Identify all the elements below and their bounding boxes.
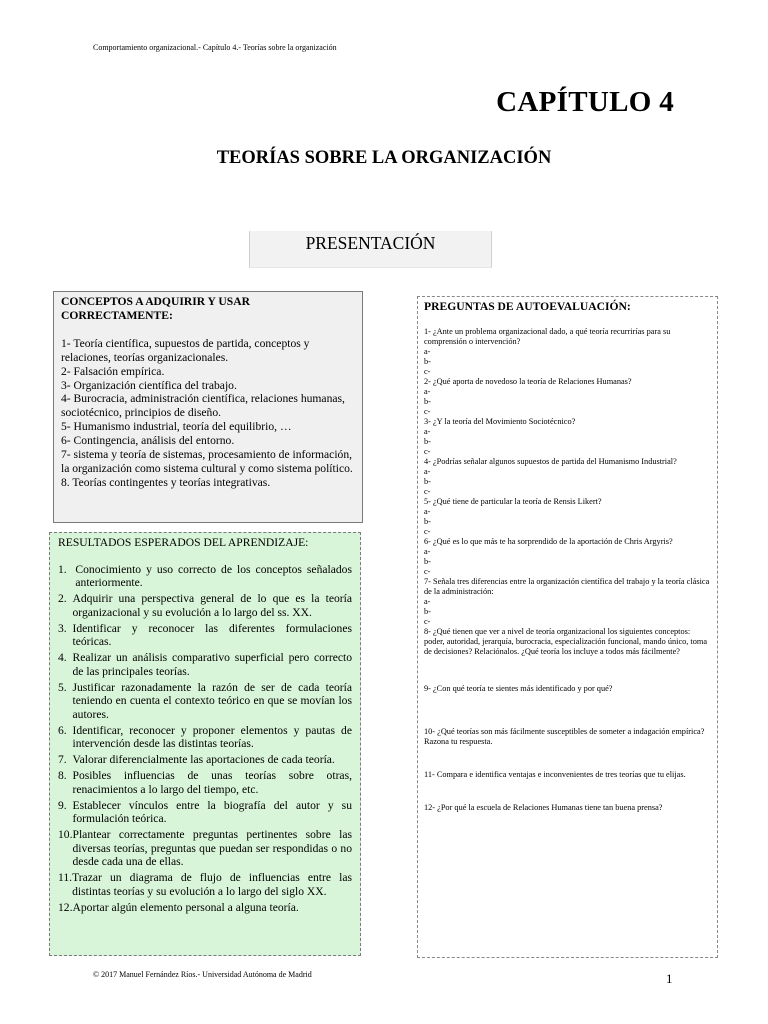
conceptos-title: CONCEPTOS A ADQUIRIR Y USAR CORRECTAMENTE: [61,295,250,322]
resultado-text: Plantear correctamente preguntas pertinentes sobre las diversas teorías, preguntas que puedan ser respondidas o no desde cada una de ellas. [72,828,352,868]
chapter-title: CAPÍTULO 4 [496,86,674,118]
running-header: Comportamiento organizacional.- Capítulo 4.- Teorías sobre la organización [93,43,337,52]
resultado-number: 5. [58,680,73,694]
page-number: 1 [666,971,673,986]
presentacion-heading: PRESENTACIÓN [305,233,436,253]
option-b: b- [424,437,431,446]
conceptos-box [53,291,363,523]
resultado-item [58,681,352,722]
option-c: c- [424,487,431,496]
resultado-number: 6. [58,723,73,737]
resultado-number: 9. [58,798,73,812]
footer-copyright: © 2017 Manuel Fernández Ríos.- Universidad Autónoma de Madrid [93,970,312,979]
resultado-text: Identificar y reconocer las diferentes formulaciones teóricas. [72,621,352,648]
option-b: b- [424,477,431,486]
resultado-item [58,622,352,649]
resultado-text: Adquirir una perspectiva general de lo que es la teoría organizacional y su evolución a lo largo del ss. XX. [72,592,352,619]
resultado-item [58,769,352,796]
presentacion-section-box [249,231,492,268]
preguntas-box [417,296,718,958]
option-c: c- [424,617,431,626]
question-12: 12- ¿Por qué la escuela de Relaciones Humanas tiene tan buena prensa? [424,803,663,812]
resultado-item [58,828,352,869]
concepto-item: 7- sistema y teoría de sistemas, procesamiento de información, la organización como sistema cultural y como sistema político. [61,448,353,475]
concepto-item: 1- Teoría científica, supuestos de partida, conceptos y relaciones, teorías organizacionales. [61,336,310,364]
resultados-box [49,532,361,956]
question-11: 11- Compara e identifica ventajas e inconvenientes de tres teorías que tu elijas. [424,770,686,779]
resultado-item [58,871,352,898]
resultado-number: 2. [58,592,73,605]
resultado-text: Posibles influencias de unas teorías sobre otras, renacimientos a lo largo del tiempo, etc. [72,769,352,796]
concepto-item: 2- Falsación empírica. [61,364,165,378]
resultado-number: 7. [58,753,73,766]
option-a: a- [424,547,431,556]
question-9: 9- ¿Con qué teoría te sientes más identificado y por qué? [424,684,613,693]
option-a: a- [424,467,431,476]
resultado-number: 10. [58,828,73,841]
resultado-item [58,563,352,590]
option-c: c- [424,447,431,456]
concepto-item: 6- Contingencia, análisis del entorno. [61,434,235,448]
option-a: a- [424,347,431,356]
question-2: 2- ¿Qué aporta de novedoso la teoría de Relaciones Humanas? [424,377,632,386]
concepto-item: 8. Teorías contingentes y teorías integrativas. [61,475,271,489]
resultado-number: 8. [58,769,73,782]
resultado-number: 3. [58,621,73,635]
resultados-title: RESULTADOS ESPERADOS DEL APRENDIZAJE: [58,536,309,549]
resultado-text: Establecer vínculos entre la biografía del autor y su formulación teórica. [72,798,352,825]
resultado-item [58,651,352,678]
resultado-text: Realizar un análisis comparativo superficial pero correcto de las principales teorías. [72,651,352,678]
resultado-item [58,592,352,619]
resultado-item [58,799,352,826]
option-b: b- [424,397,431,406]
question-6: 6- ¿Qué es lo que más te ha sorprendido de la aportación de Chris Argyris? [424,537,673,546]
question-4: 4- ¿Podrías señalar algunos supuestos de partida del Humanismo Industrial? [424,457,677,466]
resultado-item [58,753,352,767]
question-5: 5- ¿Qué tiene de particular la teoría de Rensis Likert? [424,497,602,506]
option-c: c- [424,567,431,576]
question-7: 7- Señala tres diferencias entre la organización científica del trabajo y la teoría clásica de la administración: [424,577,710,596]
option-a: a- [424,507,431,516]
resultado-number: 12. [58,900,73,914]
resultado-text: Aportar algún elemento personal a alguna teoría. [72,900,299,914]
resultado-number: 11. [58,871,73,884]
option-b: b- [424,517,431,526]
resultado-text: Trazar un diagrama de flujo de influencias entre las distintas teorías y su evolución a lo largo del siglo XX. [72,871,352,898]
resultado-text: Valorar diferencialmente las aportaciones de cada teoría. [72,753,335,766]
resultado-item [58,724,352,751]
question-10: 10- ¿Qué teorías son más fácilmente susceptibles de someter a indagación empírica? Razona tu respuesta. [424,727,705,746]
option-b: b- [424,357,431,366]
option-c: c- [424,407,431,416]
option-a: a- [424,597,431,606]
option-b: b- [424,607,431,616]
concepto-item: 3- Organización científica del trabajo. [61,378,237,392]
option-b: b- [424,557,431,566]
concepto-item: 4- Burocracia, administración científica, relaciones humanas, sociotécnico, principios de diseño. [61,392,345,420]
resultado-number: 1. [58,562,76,576]
question-3: 3- ¿Y la teoría del Movimiento Sociotécnico? [424,417,576,426]
option-a: a- [424,427,431,436]
resultado-item [58,901,352,915]
chapter-subtitle: TEORÍAS SOBRE LA ORGANIZACIÓN [216,148,552,168]
concepto-item: 5- Humanismo industrial, teoría del equilibrio, … [61,420,292,434]
option-c: c- [424,527,431,536]
resultado-text: Conocimiento y uso correcto de los conceptos señalados anteriormente. [75,562,352,589]
preguntas-title: PREGUNTAS DE AUTOEVALUACIÓN: [424,300,631,313]
option-a: a- [424,387,431,396]
resultado-text: Justificar razonadamente la razón de ser de cada teoría teniendo en cuenta el contexto teórico en que se movían los autores. [72,680,352,721]
resultado-text: Identificar, reconocer y proponer elementos y pautas de intervención desde las distintas teorías. [72,723,352,750]
resultado-number: 4. [58,651,73,664]
question-8: 8- ¿Qué tienen que ver a nivel de teoría organizacional los siguientes conceptos: poder, autoridad, jerarquía, burocracia, especialización funcional, mando único, toma de decisiones? Relaciónalos. ¿Qué teoría los incluye a todos más fácilmente? [424,627,708,656]
option-c: c- [424,367,431,376]
question-1: 1- ¿Ante un problema organizacional dado, a qué teoría recurrirías para su comprensión o intervención? [424,327,671,346]
